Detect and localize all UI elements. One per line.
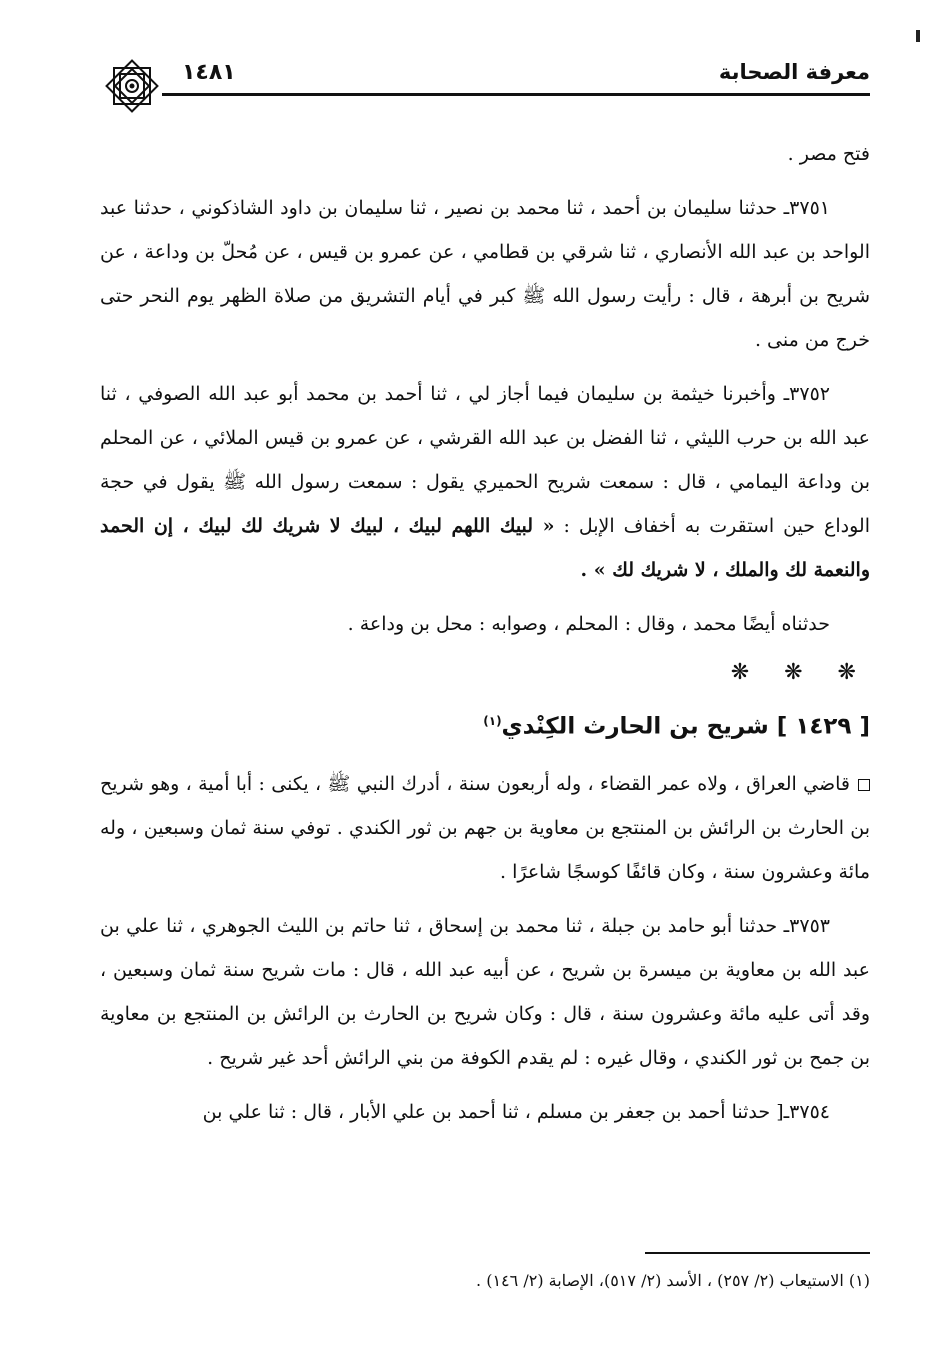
entry-bio-line-2: توفي سنة ثمان وسبعين ، وله مائة وعشرون سنة ، وكان قائفًا كوسجًا شاعرًا . [100,816,870,883]
entry-bio-line-1: قاضي العراق ، ولاه عمر القضاء ، وله أربعون سنة ، أدرك النبي ﷺ ، يكنى : أبا أمية ، وهو شريح بن الحارث بن الرائش بن المنتجع بن معاوية بن جهم بن ثور الكندي . [100,772,870,839]
paragraph-opening: فتح مصر . [787,143,870,165]
main-text [100,132,870,1144]
footnote: (١) الاستيعاب (٢/ ٢٥٧) ، الأسد (٢/ ٥١٧)، الإصابة (٢/ ١٤٦) . [476,1271,870,1290]
section-separator: ❋ ❋ ❋ [730,660,870,685]
hadith-3752-chain: ٣٧٥٢ـ وأخبرنا خيثمة بن سليمان فيما أجاز لي ، ثنا أحمد بن محمد أبو عبد الله الصوفي ، ثنا عبد الله بن حرب الليثي ، ثنا الفضل بن عبد الله القرشي ، عن عمرو بن قيس الملائي ، عن المحلم بن وداعة اليمامي ، قال : سمعت شريح الحميري يقول : سمعت رسول الله ﷺ يقول في حجة الوداع حين استقرت به أخفاف الإبل : [100,383,870,537]
paragraph-hadith-3751: ٣٧٥١ـ حدثنا سليمان بن أحمد ، ثنا محمد بن نصير ، ثنا سليمان بن داود الشاذكوني ، حدثنا عبد الواحد بن عبد الله الأنصاري ، ثنا شرقي بن قطامي ، عن عمرو بن قيس ، عن مُحلّ بن وداعة ، عن شريح بن أبرهة ، قال : رأيت رسول الله ﷺ كبر في أيام التشريق من صلاة الظهر يوم النحر حتى خرج من منى . [100,197,870,351]
footnote-rule [645,1252,870,1254]
entry-bio [100,762,870,894]
talbiya-quote: « لبيك اللهم لبيك ، لبيك لا شريك لك لبيك ، إن الحمد والنعمة لك والملك ، لا شريك لك » . [100,515,870,581]
page-header [100,50,870,106]
entry-title [100,696,870,752]
paragraph-note: حدثناه أيضًا محمد ، وقال : المحلم ، وصوابه : محل بن وداعة . [347,613,830,635]
page-number: ١٤٨١ [182,60,236,85]
running-title: معرفة الصحابة [718,60,870,84]
paragraph-hadith-3752 [100,372,870,592]
paragraph-hadith-3754: ٣٧٥٤ـ[ حدثنا أحمد بن جعفر بن مسلم ، ثنا أحمد بن علي الأبار ، قال : ثنا علي بن [202,1100,830,1123]
paragraph-hadith-3753: ٣٧٥٣ـ حدثنا أبو حامد بن جبلة ، ثنا محمد بن إسحاق ، ثنا حاتم بن الليث الجوهري ، ثنا علي بن عبد الله بن معاوية بن ميسرة بن شريح ، عن أبيه عبد الله ، قال : مات شريح سنة ثمان وسبعين ، وقد أتى عليه مائة وعشرون سنة ، قال : وكان شريح بن الحارث بن الرائش بن المنتجع بن معاوية بن جمح بن ثور الكندي ، وقال غيره : لم يقدم الكوفة من بني الرائش أحد غير شريح . [100,914,870,1069]
header-rule [162,93,870,96]
octagram-ornament-icon [100,54,164,118]
footnote-ref: (١) [483,714,502,728]
page-corner-mark [916,30,920,42]
entry-title-text: [ ١٤٢٩ ] شريح بن الحارث الكِنْدي [501,713,870,740]
square-bullet-icon [858,779,870,791]
